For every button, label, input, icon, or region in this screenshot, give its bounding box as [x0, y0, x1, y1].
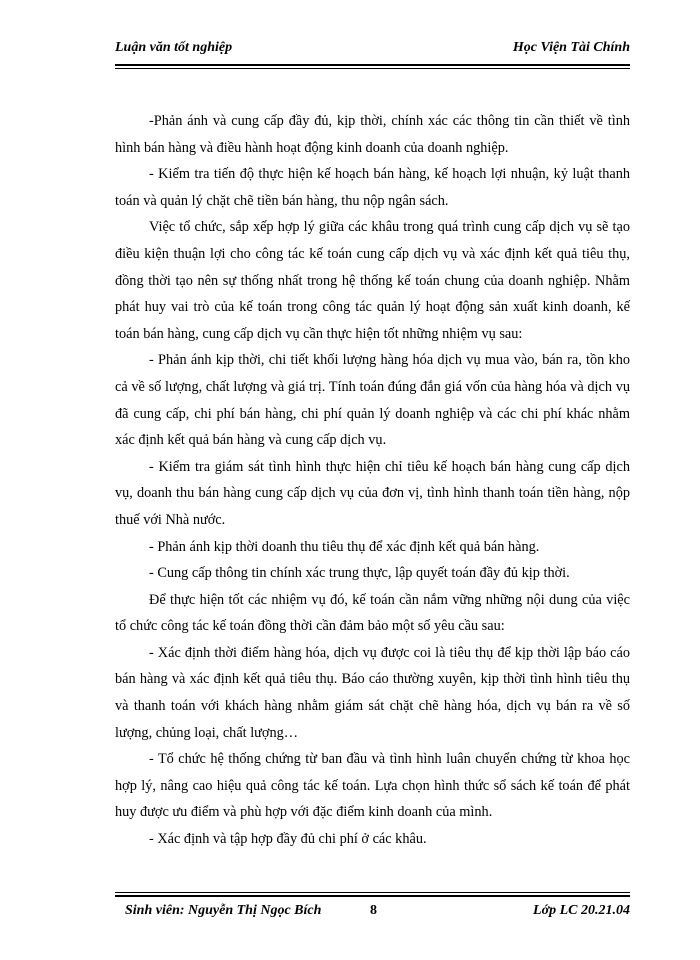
header-rule-thick	[115, 64, 630, 66]
header-title-right: Học Viện Tài Chính	[512, 40, 630, 55]
paragraph: Việc tổ chức, sắp xếp hợp lý giữa các khâu trong quá trình cung cấp dịch vụ sẽ tạo điều kiện thuận lợi cho công tác kế toán cung cấp dịch vụ và xác định kết quả tiêu thụ, đồng thời tạo nên sự thống nhất trong hệ thống kế toán chung của doanh nghiệp. Nhằm phát huy vai trò của kế toán trong công tác quản lý hoạt động sản xuất kinh doanh, kế toán bán hàng, cung cấp dịch vụ cần thực hiện tốt những nhiệm vụ sau:	[115, 219, 630, 342]
page-header	[115, 40, 630, 62]
paragraph: - Phản ánh kịp thời doanh thu tiêu thụ để xác định kết quả bán hàng.	[149, 538, 540, 555]
paragraph: - Tổ chức hệ thống chứng từ ban đầu và tình hình luân chuyển chứng từ khoa học hợp lý, nâng cao hiệu quả công tác kế toán. Lựa chọn hình thức sổ sách kế toán để phát huy được ưu điểm và phù hợp với đặc điểm kinh doanh của mình.	[115, 751, 630, 821]
footer-class-code: Lớp LC 20.21.04	[533, 903, 630, 918]
paragraph: - Phản ánh kịp thời, chi tiết khối lượng hàng hóa dịch vụ mua vào, bán ra, tồn kho cả về số lượng, chất lượng và giá trị. Tính toán đúng đắn giá vốn của hàng hóa và dịch vụ đã cung cấp, chi phí bán hàng, chi phí quản lý doanh nghiệp và các chi phí khác nhằm xác định kết quả bán hàng và cung cấp dịch vụ.	[115, 352, 630, 449]
header-rule-thin	[115, 68, 630, 69]
paragraph: - Xác định và tập hợp đầy đủ chi phí ở các khâu.	[149, 831, 427, 848]
paragraph: - Kiểm tra tiến độ thực hiện kế hoạch bán hàng, kế hoạch lợi nhuận, kỷ luật thanh toán và quản lý chặt chẽ tiền bán hàng, thu nộp ngân sách.	[115, 166, 630, 209]
paragraph: - Kiểm tra giám sát tình hình thực hiện chỉ tiêu kế hoạch bán hàng cung cấp dịch vụ, doanh thu bán hàng cung cấp dịch vụ của đơn vị, tình hình thanh toán tiền hàng, nộp thuế với Nhà nước.	[115, 458, 630, 528]
page-footer	[115, 903, 630, 925]
paragraph: - Cung cấp thông tin chính xác trung thực, lập quyết toán đầy đủ kịp thời.	[149, 565, 570, 582]
footer-rule-thick	[115, 895, 630, 897]
paragraph: - Xác định thời điểm hàng hóa, dịch vụ được coi là tiêu thụ để kịp thời lập báo cáo bán hàng và xác định kết quả tiêu thụ. Báo cáo thường xuyên, kịp thời tình hình tiêu thụ và thanh toán với khách hàng nhằm giám sát chặt chẽ hàng hóa, dịch vụ bán ra về số lượng, chủng loại, chất lượng…	[115, 644, 630, 741]
header-title-left: Luận văn tốt nghiệp	[115, 40, 233, 55]
footer-page-number: 8	[370, 903, 377, 918]
footer-rule-thin	[115, 892, 630, 893]
paragraph: Để thực hiện tốt các nhiệm vụ đó, kế toán cần nắm vững những nội dung của việc tổ chức công tác kế toán đồng thời cần đảm bảo một số yêu cầu sau:	[115, 591, 630, 635]
document-body	[115, 108, 630, 853]
footer-student-name: Sinh viên: Nguyễn Thị Ngọc Bích	[125, 903, 322, 918]
paragraph: -Phản ánh và cung cấp đầy đủ, kịp thời, chính xác các thông tin cần thiết về tình hình bán hàng và điều hành hoạt động kinh doanh của doanh nghiệp.	[115, 113, 630, 156]
